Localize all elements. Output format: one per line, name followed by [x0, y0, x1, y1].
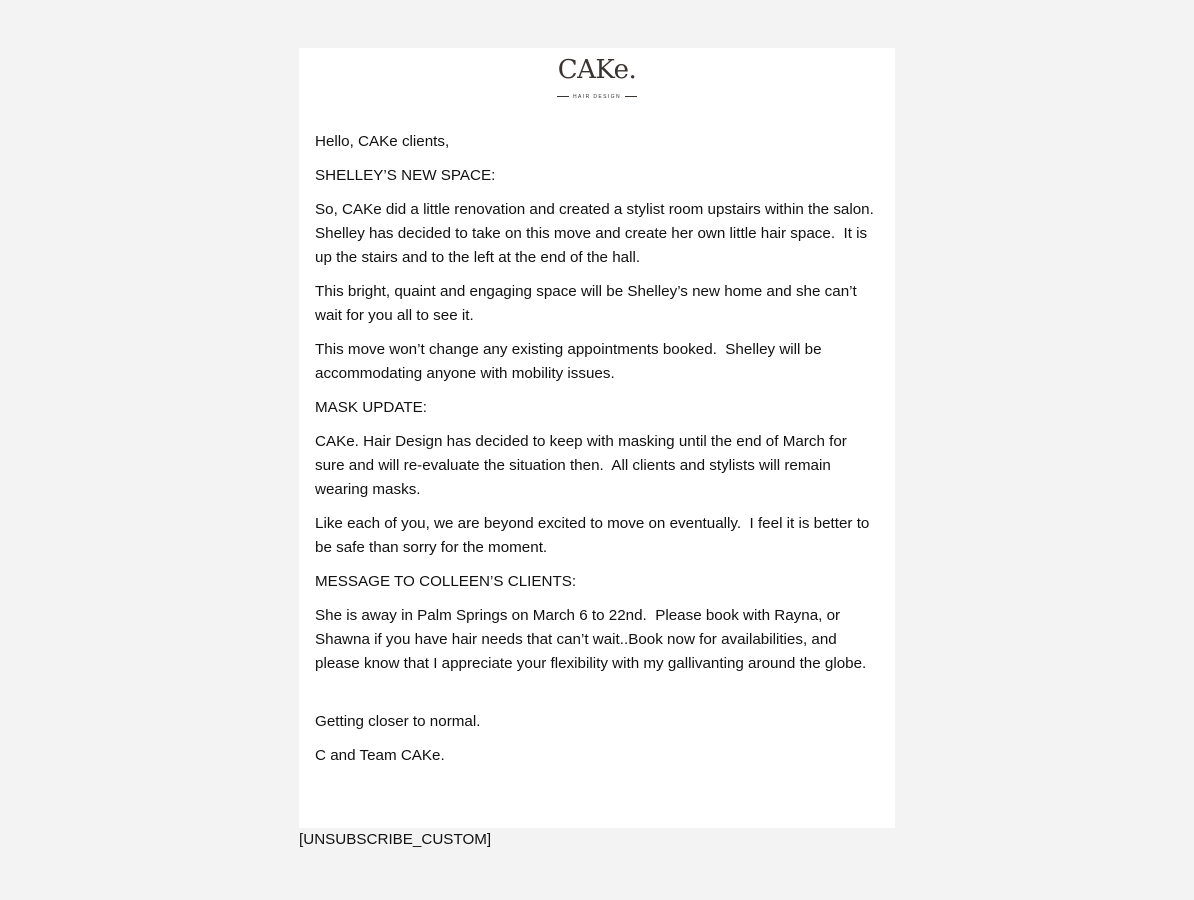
- paragraph-renovation: So, CAKe did a little renovation and created a stylist room upstairs within the salon. Shelley has decided to take on this move and create her own little hair space. It is up the stairs and to the left at the end of the hall.: [315, 201, 883, 266]
- heading-shelley-new-space: SHELLEY’S NEW SPACE:: [315, 167, 496, 184]
- heading-colleen-clients: MESSAGE TO COLLEEN’S CLIENTS:: [315, 573, 577, 590]
- closing-line: Getting closer to normal.: [315, 713, 481, 730]
- unsubscribe-link[interactable]: [UNSUBSCRIBE_CUSTOM]: [299, 831, 492, 848]
- logo-rule-left: [557, 96, 569, 97]
- heading-mask-update: MASK UPDATE:: [315, 399, 427, 416]
- paragraph-masking: CAKe. Hair Design has decided to keep with masking until the end of March for sure and will re-evaluate the situation then. All clients and stylists will remain wearing masks.: [315, 433, 852, 498]
- logo-rule-right: [625, 96, 637, 97]
- greeting: Hello, CAKe clients,: [315, 133, 450, 150]
- paragraph-colleen: She is away in Palm Springs on March 6 to 22nd. Please book with Rayna, or Shawna if you have hair needs that can’t wait..Book now for availabilities, and please know that I appreciate your flexibility with my gallivanting around the globe.: [315, 607, 867, 672]
- paragraph-excited: Like each of you, we are beyond excited to move on eventually. I feel it is better to be safe than sorry for the moment.: [315, 515, 874, 556]
- cake-logo: [299, 56, 895, 102]
- logo-wordmark: CAKe.: [557, 55, 637, 85]
- signature: C and Team CAKe.: [315, 747, 445, 764]
- paragraph-bright-space: This bright, quaint and engaging space will be Shelley’s new home and she can’t wait for you all to see it.: [315, 283, 861, 324]
- email-card: [299, 48, 895, 828]
- logo-subtitle-row: [557, 94, 637, 100]
- paragraph-appointments: This move won’t change any existing appointments booked. Shelley will be accommodating anyone with mobility issues.: [315, 341, 826, 382]
- logo-subtitle: HAIR DESIGN: [573, 93, 621, 100]
- email-body: [315, 130, 883, 778]
- spacer: [315, 686, 879, 710]
